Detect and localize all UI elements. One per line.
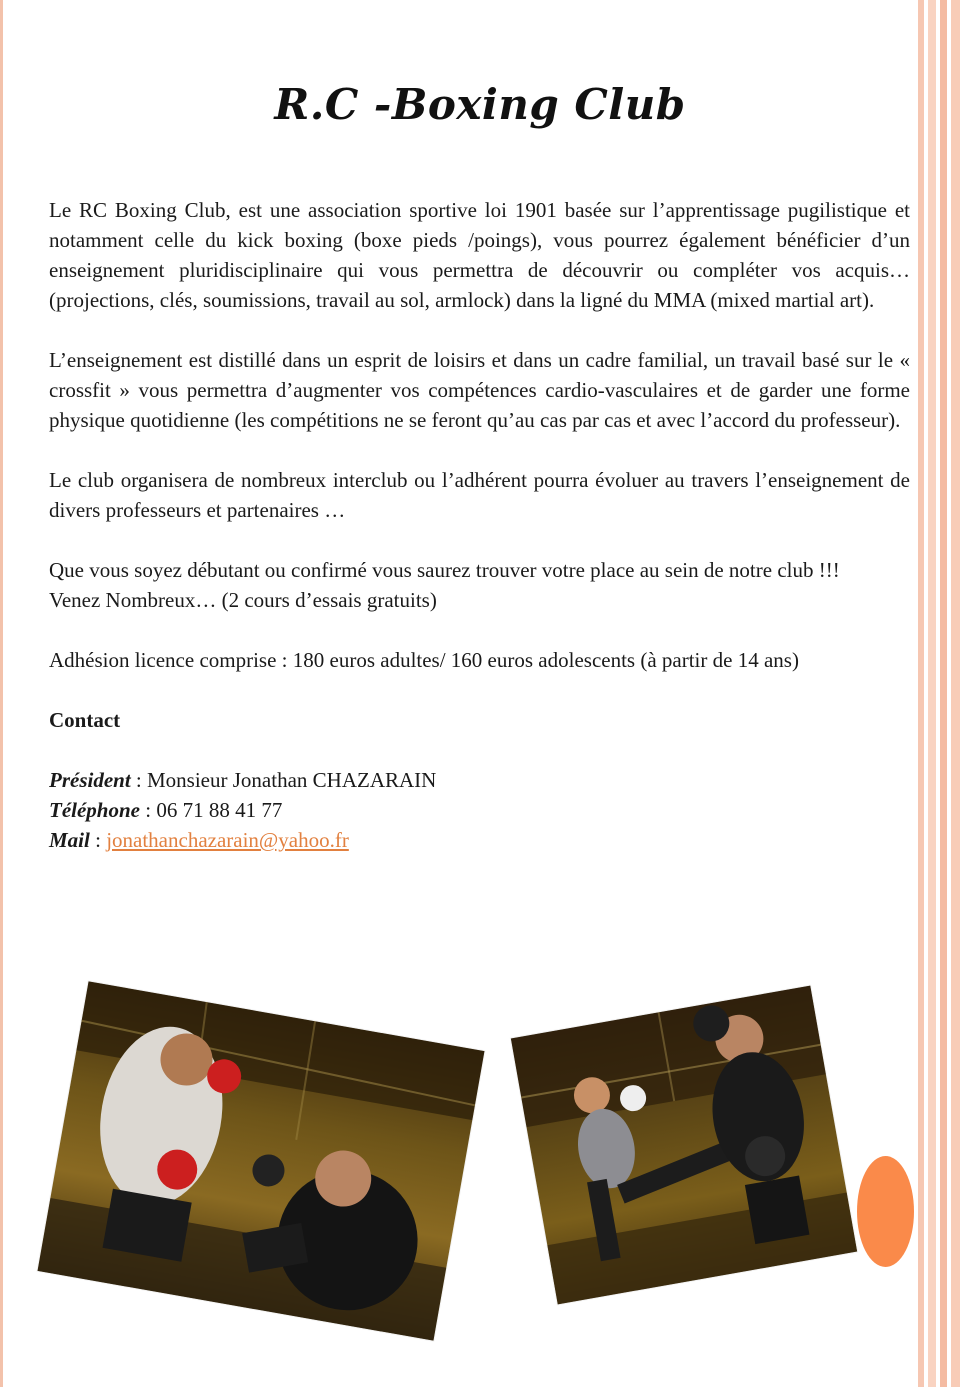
- sparring-photo-1-illustration: [38, 981, 485, 1340]
- page-title: R.C -Boxing Club: [274, 80, 686, 129]
- paragraph-welcome: Que vous soyez débutant ou confirmé vous saurez trouver votre place au sein de notre club !!!: [49, 558, 840, 582]
- left-border-line: [0, 0, 3, 1387]
- president-value: : Monsieur Jonathan CHAZARAIN: [130, 768, 437, 792]
- mail-line: [49, 825, 910, 855]
- right-border-stripe-3: [940, 0, 947, 1387]
- phone-line: [49, 795, 910, 825]
- main-content: [49, 195, 910, 855]
- paragraph-teaching: L’enseignement est distillé dans un esprit de loisirs et dans un cadre familial, un travail basé sur le « crossfit » vous permettra d’augmenter vos compétences cardio-vasculaires et de garder une forme physique quotidienne (les compétitions ne se feront qu’au cas par cas et avec l’accord du professeur).: [49, 348, 910, 432]
- president-label: Président: [49, 768, 131, 792]
- paragraph-interclub: Le club organisera de nombreux interclub ou l’adhérent pourra évoluer au travers l’enseignement de divers professeurs et partenaires …: [49, 468, 910, 522]
- phone-label: Téléphone: [49, 798, 140, 822]
- paragraph-pricing: Adhésion licence comprise : 180 euros adultes/ 160 euros adolescents (à partir de 14 ans): [49, 648, 799, 672]
- sparring-photo-2: [511, 986, 857, 1305]
- paragraph-trial: Venez Nombreux… (2 cours d’essais gratuits): [49, 588, 437, 612]
- sparring-photo-1: [38, 981, 485, 1340]
- president-line: [49, 765, 910, 795]
- phone-value: : 06 71 88 41 77: [139, 798, 283, 822]
- right-border-stripe-2: [928, 0, 936, 1387]
- mail-separator: :: [89, 828, 107, 852]
- paragraph-intro: Le RC Boxing Club, est une association sportive loi 1901 basée sur l’apprentissage pugilistique et notamment celle du kick boxing (boxe pieds /poings), vous pourrez également bénéficier d’un enseignement pluridisciplinaire qui vous permettra de découvrir ou compléter vos acquis… (projections, clés, soumissions, travail au sol, armlock) dans la ligné du MMA (mixed martial art).: [49, 198, 910, 312]
- right-border-stripe-1: [918, 0, 924, 1387]
- email-link[interactable]: jonathanchazarain@yahoo.fr: [106, 828, 349, 852]
- sparring-photo-2-illustration: [511, 986, 857, 1305]
- decorative-orange-oval: [857, 1156, 914, 1267]
- mail-label: Mail: [49, 828, 90, 852]
- right-border-stripe-4: [951, 0, 960, 1387]
- contact-block: [49, 765, 910, 855]
- contact-heading: Contact: [49, 708, 121, 732]
